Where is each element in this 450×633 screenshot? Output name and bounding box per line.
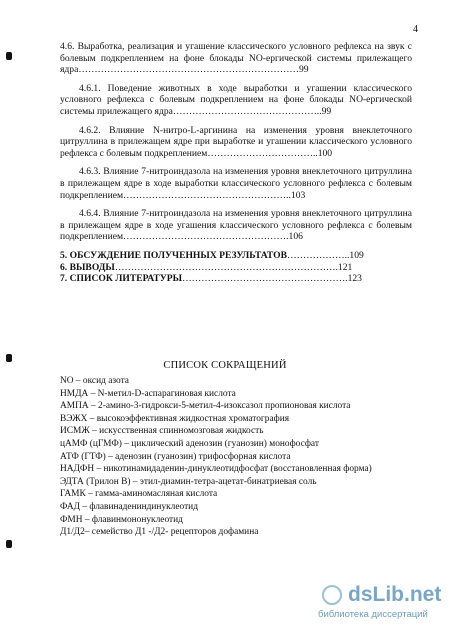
abbreviation-item: ФАД – флавинадениндинуклеотид: [60, 501, 198, 512]
abbreviation-item: ВЭЖХ – высокоэффективная жидкостная хроматография: [60, 413, 290, 424]
toc-main-number: 5.: [60, 249, 68, 261]
toc-entry: 4.6.3. Влияние 7-нитроиндазола на изменения уровня внеклеточного цитруллина в прилежащем ядре в ходе выработки классического условного рефлекса с болевым подкреплением……………………………………………..103: [60, 166, 412, 201]
dslib-logo-icon: [322, 585, 342, 605]
toc-page-number: 123: [347, 273, 362, 285]
toc-entry: 4.6.1. Поведение животных в ходе выработки и угашении классического условного рефлекса с болевым подкреплением на фоне блокады NO-ергической системы прилежащего ядра………………………………………..99: [60, 82, 412, 117]
abbreviation-item: ИСМЖ – искусственная спинномозговая жидкость: [60, 426, 264, 437]
toc-entry: 4.6. Выработка, реализация и угашение классического условного рефлекса на звук с болевым подкреплением на фоне блокады NO-ергической системы прилежащего ядра……………………………………………………………99: [60, 41, 412, 76]
toc-main-title: ВЫВОДЫ: [69, 261, 115, 273]
abbreviation-item: ЭДТА (Трилон В) – этил-диамин-тетра-ацетат-бинатриевая соль: [60, 476, 317, 487]
abbreviations-list: [60, 375, 420, 539]
abbreviation-item: АМПА – 2-амино-3-гидрокси-5-метил-4-изоксазол пропионовая кислота: [60, 401, 351, 412]
toc-main-entry: [60, 273, 412, 285]
abbreviation-item: Д1/Д2– семейство Д1 -/Д2- рецепторов дофамина: [60, 527, 259, 538]
abbreviations-heading: СПИСОК СОКРАЩЕНИЙ: [163, 360, 287, 371]
toc-main-title: СПИСОК ЛИТЕРАТУРЫ: [69, 273, 183, 285]
toc-page-number: 109: [349, 249, 364, 261]
toc-main-entry: [60, 250, 412, 262]
toc-main-number: 7.: [60, 273, 68, 285]
binder-hole-mark: [6, 52, 12, 60]
toc-main-entry: [60, 262, 412, 274]
toc-entry: 4.6.4. Влияние 7-нитроиндазола на изменения уровня внеклеточного цитруллина в прилежащем ядре в ходе угашения классического условного рефлекса с болевым подкреплением…………………………………………….106: [60, 208, 412, 243]
binder-hole-mark: [6, 540, 12, 548]
toc-page-number: 121: [337, 261, 353, 273]
abbreviation-item: NO – оксид азота: [60, 376, 129, 386]
page-number: 4: [413, 24, 418, 35]
abbreviation-item: НАДФН – никотинамидаденин-динуклеотидфосфат (восстановленная форма): [60, 464, 372, 475]
abbreviation-item: ГАМК – гамма-аминомасляная кислота: [60, 489, 218, 500]
watermark-logo-text: dsLib.net: [348, 583, 442, 606]
toc-entry: 4.6.2. Влияние N-нитро-L-аргинина на изменения уровня внеклеточного цитруллина в прилежащем ядре при выработке и угашении классического условного рефлекса с болевым подкреплением……………………………..100: [60, 124, 412, 159]
toc-leader-dots: ………………..: [287, 249, 350, 261]
dslib-watermark: [318, 583, 444, 627]
abbreviation-item: ФМН – флавинмононуклеотид: [60, 514, 183, 525]
toc-main-title: ОБСУЖДЕНИЕ ПОЛУЧЕННЫХ РЕЗУЛЬТАТОВ: [69, 249, 288, 261]
abbreviation-item: НМДА – N-метил-D-аспарагиновая кислота: [60, 388, 236, 399]
toc-main-number: 6.: [60, 261, 68, 273]
abbreviation-item: АТФ (ГТФ) – аденозин (гуанозин) трифосфорная кислота: [60, 451, 291, 462]
toc-leader-dots: …………………………………………………………….: [114, 261, 338, 273]
table-of-contents: [60, 41, 412, 285]
abbreviation-item: цАМФ (цГМФ) – циклический аденозин (гуанозин) монофосфат: [60, 438, 319, 449]
watermark-subtitle: библиотека диссертаций: [318, 609, 428, 620]
toc-leader-dots: …………………………………………….: [182, 273, 348, 285]
